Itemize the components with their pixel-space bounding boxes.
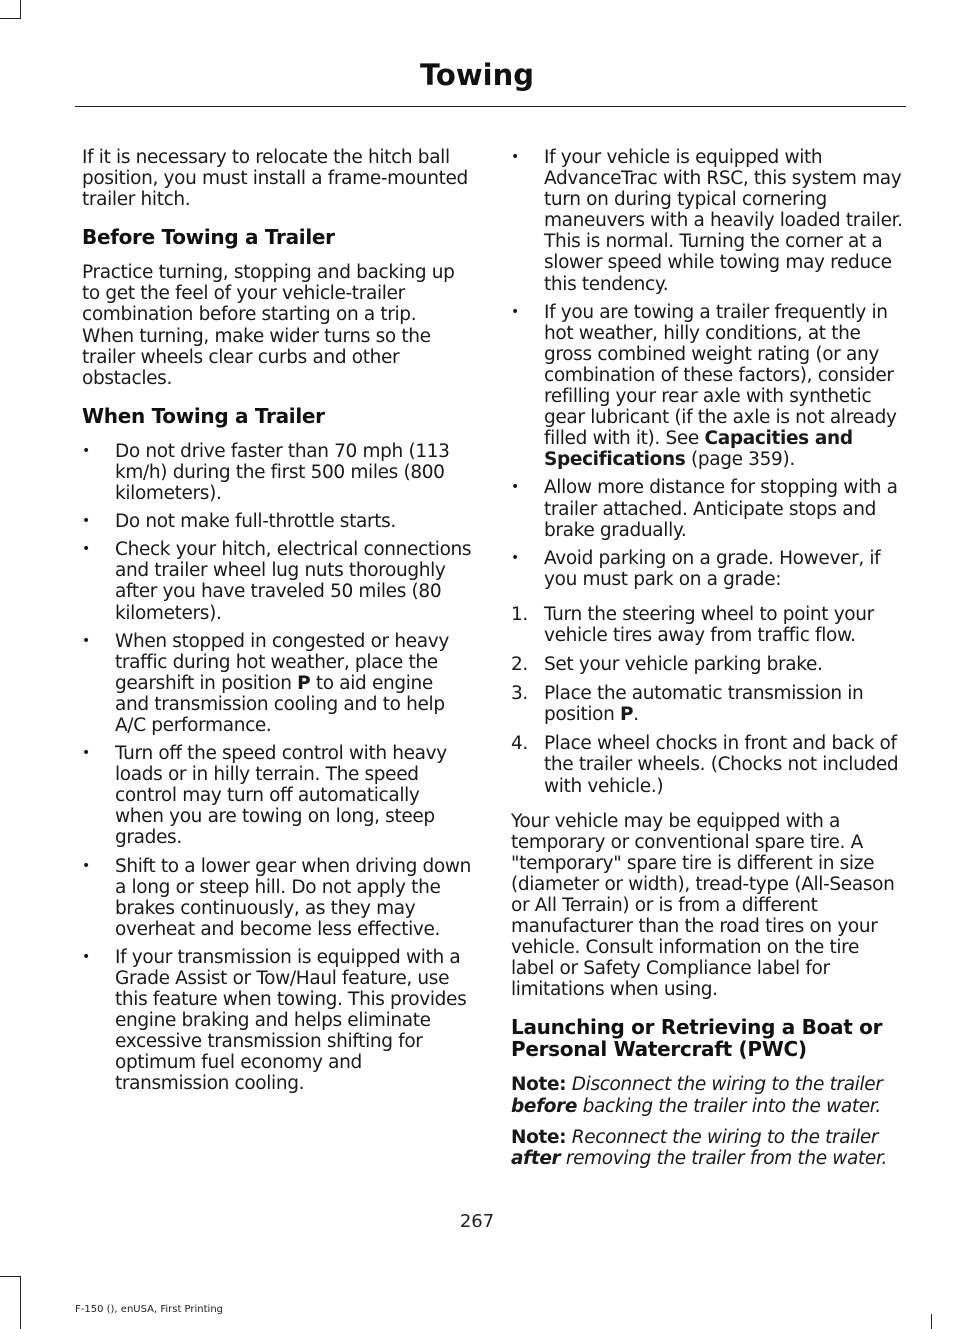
step-number: 4. bbox=[511, 733, 528, 755]
step-item bbox=[511, 733, 903, 796]
list-item: • Shift to a lower gear when driving down a long or steep hill. Do not apply the brakes continuously, as they may overheat and become less effective. bbox=[82, 856, 472, 940]
page-title: Towing bbox=[420, 58, 534, 92]
crop-mark bbox=[931, 1314, 932, 1329]
step-item bbox=[511, 654, 903, 675]
step-text: Place wheel chocks in front and back of the trailer wheels. (Chocks not included with vehicle.) bbox=[544, 733, 899, 797]
list-item: • If your vehicle is equipped with AdvanceTrac with RSC, this system may turn on during typical cornering maneuvers with a heavily loaded trailer. This is normal. Turning the corner at a slower speed while towing may reduce this tendency. bbox=[511, 147, 903, 295]
note-text: backing the trailer into the water. bbox=[577, 1095, 881, 1117]
note-text: removing the trailer from the water. bbox=[560, 1147, 888, 1169]
towing-tips-list bbox=[511, 147, 903, 590]
note-label: Note: bbox=[511, 1074, 567, 1096]
note-emphasis: before bbox=[511, 1095, 578, 1117]
list-item bbox=[511, 302, 903, 471]
list-item: • Do not drive faster than 70 mph (113 km/h) during the first 500 miles (800 kilometers). bbox=[82, 441, 472, 504]
list-item bbox=[82, 631, 472, 736]
list-item: • Allow more distance for stopping with a trailer attached. Anticipate stops and brake gradually. bbox=[511, 477, 903, 540]
note-text: Reconnect the wiring to the trailer bbox=[566, 1126, 879, 1148]
crop-mark bbox=[20, 0, 21, 19]
cross-reference-link[interactable]: Capacities and Specifications bbox=[544, 428, 853, 471]
before-towing-paragraph: Practice turning, stopping and backing up to get the feel of your vehicle-trailer combination before starting on a trip. When turning, make wider turns so the trailer wheels clear curbs and other obstacles. bbox=[82, 262, 455, 389]
step-item bbox=[511, 604, 903, 646]
when-towing-heading: When Towing a Trailer bbox=[82, 403, 325, 428]
list-item-text: If you are towing a trailer frequently in hot weather, hilly conditions, at the gross combined weight rating (or any combination of these factors), consider refilling your rear axle with synthetic gear lubricant (if the axle is not already filled with it). See bbox=[544, 301, 897, 450]
right-column bbox=[511, 147, 903, 1179]
crop-mark bbox=[0, 18, 21, 19]
left-column bbox=[82, 147, 472, 1109]
step-number: 3. bbox=[511, 683, 528, 705]
note-reconnect bbox=[511, 1127, 903, 1169]
before-towing-heading: Before Towing a Trailer bbox=[82, 225, 335, 250]
list-item-text: to aid engine and transmission cooling and to help A/C performance. bbox=[115, 672, 445, 736]
intro-paragraph: If it is necessary to relocate the hitch ball position, you must install a frame-mounted trailer hitch. bbox=[82, 147, 468, 211]
crop-mark bbox=[20, 1276, 21, 1329]
step-text: Set your vehicle parking brake. bbox=[544, 654, 823, 676]
footer-text: F-150 (), enUSA, First Printing bbox=[75, 1304, 224, 1315]
step-number: 1. bbox=[511, 603, 528, 625]
step-number: 2. bbox=[511, 654, 528, 676]
gear-position-label: P bbox=[297, 672, 311, 694]
gear-position-label: P bbox=[620, 704, 634, 726]
when-towing-list bbox=[82, 441, 472, 1095]
crop-mark bbox=[0, 1276, 21, 1277]
note-label: Note: bbox=[511, 1126, 567, 1148]
spare-tire-paragraph: Your vehicle may be equipped with a temporary or conventional spare tire. A "temporary" spare tire is different in size (diameter or width), tread-type (All-Season or All Terrain) or is from a different manufacturer than the road tires on your vehicle. Consult information on the tire label or Safety Compliance label for limitations when using. bbox=[511, 810, 895, 1001]
step-text: Turn the steering wheel to point your vehicle tires away from traffic flow. bbox=[544, 603, 874, 646]
title-divider bbox=[75, 106, 906, 107]
list-item: • If your transmission is equipped with a Grade Assist or Tow/Haul feature, use this feature when towing. This provides engine braking and helps eliminate excessive transmission shifting for optimum fuel economy and transmission cooling. bbox=[82, 947, 472, 1095]
step-item bbox=[511, 683, 903, 725]
note-emphasis: after bbox=[511, 1147, 561, 1169]
list-item: • Avoid parking on a grade. However, if you must park on a grade: bbox=[511, 548, 903, 590]
list-item: • Turn off the speed control with heavy loads or in hilly terrain. The speed control may turn off automatically when you are towing on long, steep grades. bbox=[82, 743, 472, 848]
list-item-text: When stopped in congested or heavy traffic during hot weather, place the gearshift in position bbox=[115, 630, 449, 694]
launching-heading: Launching or Retrieving a Boat or Personal Watercraft (PWC) bbox=[511, 1015, 883, 1062]
list-item-text: (page 359). bbox=[685, 449, 795, 471]
step-text: . bbox=[633, 704, 639, 726]
step-text: Place the automatic transmission in position bbox=[544, 683, 864, 726]
parking-steps-list bbox=[511, 604, 903, 797]
list-item: • Do not make full-throttle starts. bbox=[82, 511, 472, 532]
note-text: Disconnect the wiring to the trailer bbox=[566, 1074, 883, 1096]
note-disconnect bbox=[511, 1074, 903, 1116]
page-number: 267 bbox=[459, 1211, 495, 1232]
list-item: • Check your hitch, electrical connections and trailer wheel lug nuts thoroughly after you have traveled 50 miles (80 kilometers). bbox=[82, 539, 472, 623]
